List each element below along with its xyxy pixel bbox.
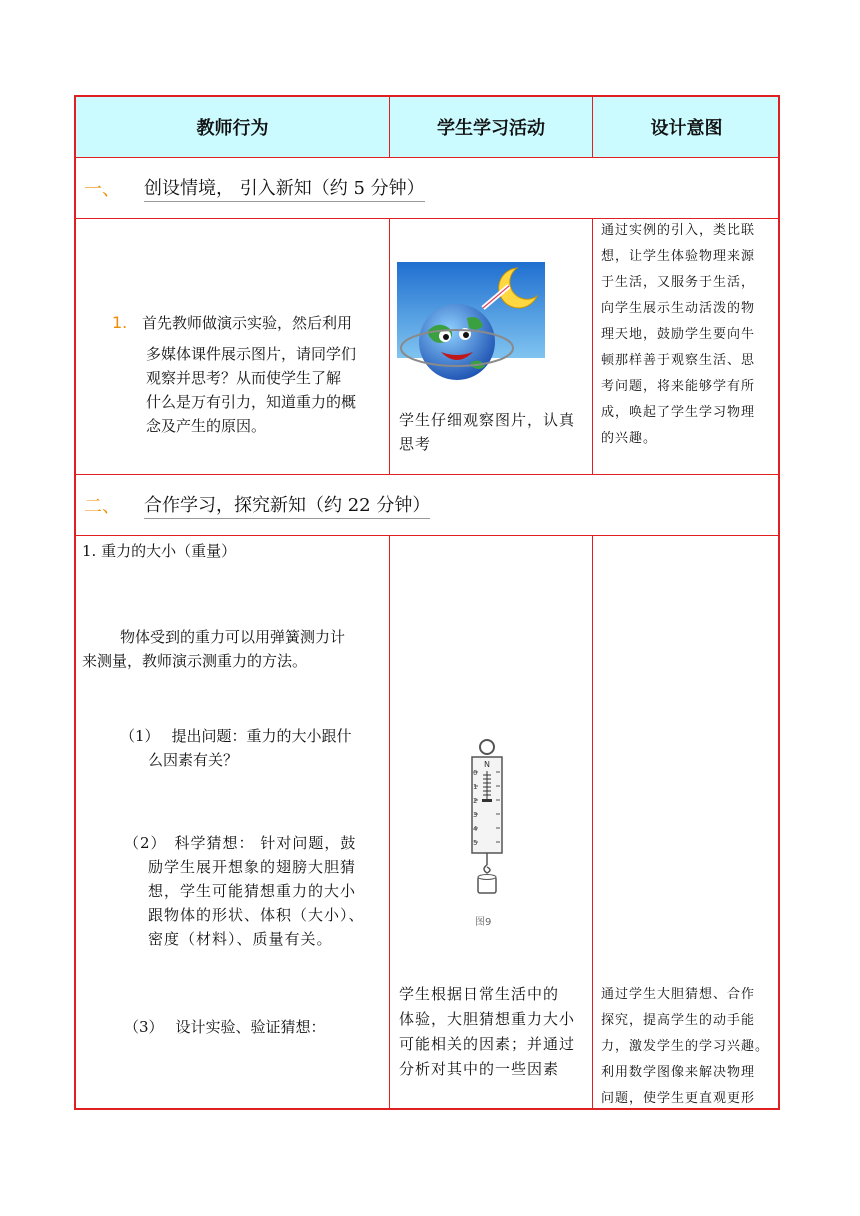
design-intent-1 xyxy=(601,218,779,452)
figure-caption: 图9 xyxy=(475,917,492,928)
section-title-2 xyxy=(84,475,430,535)
text-line: 顿那样善于观察生活、思 xyxy=(601,353,756,368)
header-teacher: 教师行为 xyxy=(196,118,269,139)
step-label: （3） xyxy=(124,1018,164,1036)
scale-tick-label: 3 xyxy=(473,811,478,819)
text-line: 成，唤起了学生学习物理 xyxy=(601,405,756,420)
text-line: 通过学生大胆猜想、合作 xyxy=(601,987,756,1002)
text-line: 物体受到的重力可以用弹簧测力计 xyxy=(120,628,346,646)
text-line: 利用数学图像来解决物理 xyxy=(601,1065,756,1080)
text-line: 思考 xyxy=(399,435,432,453)
text-line: 问题，使学生更直观更形 xyxy=(601,1091,756,1106)
text-line: 学生仔细观察图片，认真 xyxy=(399,411,576,429)
rule xyxy=(592,535,593,1110)
text-line: 考问题，将来能够学有所 xyxy=(601,379,756,394)
text-line: 分析对其中的一些因素 xyxy=(399,1060,560,1078)
step-label: （2） xyxy=(124,834,167,852)
text-line: 力，激发学生的学习兴趣。 xyxy=(601,1039,770,1054)
text-line: 想，让学生体验物理来源 xyxy=(601,249,756,264)
text-line: 于生活，又服务于生活， xyxy=(601,275,756,290)
scale-tick-label: 1 xyxy=(473,783,478,791)
earth-moon-illustration xyxy=(397,262,545,388)
text-line: 向学生展示生动活泼的物 xyxy=(601,301,756,316)
section-title-1 xyxy=(84,158,425,218)
item-number: 1. xyxy=(112,313,128,332)
section-heading: 1. 重力的大小（重量） xyxy=(82,542,237,560)
text-line: 探究，提高学生的动手能 xyxy=(601,1013,756,1028)
text-line: 学生根据日常生活中的 xyxy=(399,985,560,1003)
rule xyxy=(76,535,778,536)
text-line: 跟物体的形状、体积（大小）、 xyxy=(148,906,365,924)
scale-unit-label: N xyxy=(484,760,490,769)
scale-tick-label: 4 xyxy=(473,825,478,833)
section-number: 一、 xyxy=(84,179,120,200)
rule xyxy=(389,535,390,1110)
text-line: 的兴趣。 xyxy=(601,431,658,446)
header-intent: 设计意图 xyxy=(650,118,723,139)
text-line: 提出问题：重力的大小跟什 xyxy=(171,727,352,745)
student-activity-2 xyxy=(399,982,589,1082)
text-line: 想，学生可能猜想重力的大小 xyxy=(148,882,357,900)
text-line: 可能相关的因素；并通过 xyxy=(399,1035,576,1053)
teacher-paragraph xyxy=(82,625,382,673)
text-line: 观察并思考？从而使学生了解 xyxy=(146,369,342,387)
text-line: 来测量，教师演示测重力的方法。 xyxy=(82,652,308,670)
text-line: 体验，大胆猜想重力大小 xyxy=(399,1010,576,1028)
text-line: 多媒体课件展示图片，请同学们 xyxy=(146,345,357,363)
section-text: 合作学习，探究新知（约 22 分钟） xyxy=(144,491,430,519)
step-label: （1） xyxy=(120,727,160,745)
teacher-activity-1 xyxy=(112,311,382,438)
rule xyxy=(389,218,390,474)
text-line: 首先教师做演示实验，然后利用 xyxy=(142,314,353,332)
text-line: 通过实例的引入，类比联 xyxy=(601,223,756,238)
text-line: 什么是万有引力，知道重力的概 xyxy=(146,393,357,411)
text-line: 设计实验、验证猜想： xyxy=(175,1018,326,1036)
section-text: 创设情境， 引入新知（约 5 分钟） xyxy=(144,174,425,202)
design-intent-2 xyxy=(601,982,779,1112)
lesson-plan-table xyxy=(74,95,780,1110)
header-student: 学生学习活动 xyxy=(437,118,545,139)
scale-tick-label: 2 xyxy=(473,797,478,805)
rule xyxy=(592,218,593,474)
scale-tick-label: 0 xyxy=(473,769,478,777)
student-activity-1 xyxy=(399,408,589,456)
text-line: 科学猜想： 针对问题，鼓 xyxy=(174,834,357,852)
text-line: 励学生展开想象的翅膀大胆猜 xyxy=(148,858,357,876)
scale-tick-label: 5 xyxy=(473,839,478,847)
text-line: 么因素有关？ xyxy=(148,751,239,769)
text-line: 理天地，鼓励学生要向牛 xyxy=(601,327,756,342)
step-3 xyxy=(124,1015,380,1039)
step-1 xyxy=(120,724,380,772)
spring-scale-figure xyxy=(462,737,512,897)
text-line: 念及产生的原因。 xyxy=(146,417,267,435)
step-2 xyxy=(124,831,380,951)
section-number: 二、 xyxy=(84,496,120,517)
text-line: 密度（材料）、质量有关。 xyxy=(148,930,333,948)
